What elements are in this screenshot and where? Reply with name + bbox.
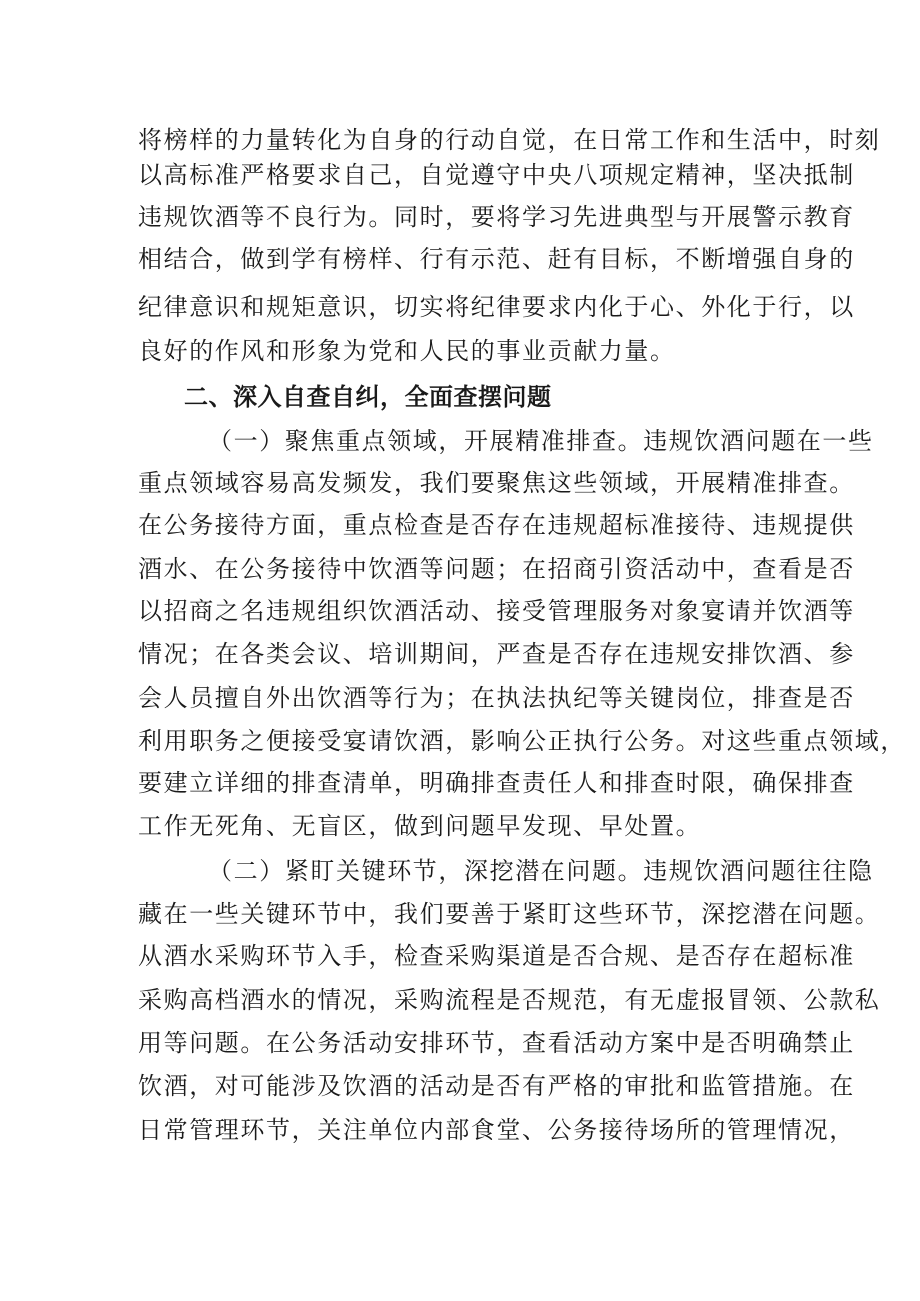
text-line: 用等问题。在公务活动安排环节，查看活动方案中是否明确禁止 <box>138 1029 855 1057</box>
text-line: 藏在一些关键环节中，我们要善于紧盯这些环节，深挖潜在问题。 <box>138 900 881 928</box>
text-line: （二）紧盯关键环节，深挖潜在问题。违规饮酒问题往往隐 <box>208 857 874 885</box>
text-line: 会人员擅自外出饮酒等行为；在执法执纪等关键岗位，排查是否 <box>138 684 855 712</box>
text-line: 重点领域容易高发频发，我们要聚焦这些领域，开展精准排查。 <box>138 469 855 497</box>
text-line: 利用职务之便接受宴请饮酒，影响公正执行公务。对这些重点领域， <box>138 727 906 755</box>
text-line: 工作无死角、无盲区，做到问题早发现、早处置。 <box>138 812 702 840</box>
text-line: 采购高档酒水的情况，采购流程是否规范，有无虚报冒领、公款私 <box>138 986 881 1014</box>
text-line: 饮酒，对可能涉及饮酒的活动是否有严格的审批和监管措施。在 <box>138 1072 855 1100</box>
text-line: 以高标准严格要求自己，自觉遵守中央八项规定精神，坚决抵制 <box>138 161 855 189</box>
text-line: 情况；在各类会议、培训期间，严查是否存在违规安排饮酒、参 <box>138 640 855 668</box>
text-line: 相结合，做到学有榜样、行有示范、赶有目标，不断增强自身的 <box>138 245 855 273</box>
text-line: （一）聚焦重点领域，开展精准排查。违规饮酒问题在一些 <box>208 427 874 455</box>
text-line: 以招商之名违规组织饮酒活动、接受管理服务对象宴请并饮酒等 <box>138 597 855 625</box>
text-line: 从酒水采购环节入手，检查采购渠道是否合规、是否存在超标准 <box>138 942 855 970</box>
text-line: 纪律意识和规矩意识，切实将纪律要求内化于心、外化于行，以 <box>138 293 855 321</box>
text-line: 日常管理环节，关注单位内部食堂、公务接待场所的管理情况， <box>138 1116 855 1144</box>
text-line: 在公务接待方面，重点检查是否存在违规超标准接待、违规提供 <box>138 511 855 539</box>
text-line: 酒水、在公务接待中饮酒等问题；在招商引资活动中，查看是否 <box>138 555 855 583</box>
text-line: 良好的作风和形象为党和人民的事业贡献力量。 <box>138 337 676 365</box>
text-line: 将榜样的力量转化为自身的行动自觉，在日常工作和生活中，时刻 <box>138 126 881 154</box>
section-heading: 二、深入自查自纠，全面查摆问题 <box>184 383 552 411</box>
text-line: 要建立详细的排查清单，明确排查责任人和排查时限，确保排查 <box>138 769 855 797</box>
text-line: 违规饮酒等不良行为。同时，要将学习先进典型与开展警示教育 <box>138 203 855 231</box>
